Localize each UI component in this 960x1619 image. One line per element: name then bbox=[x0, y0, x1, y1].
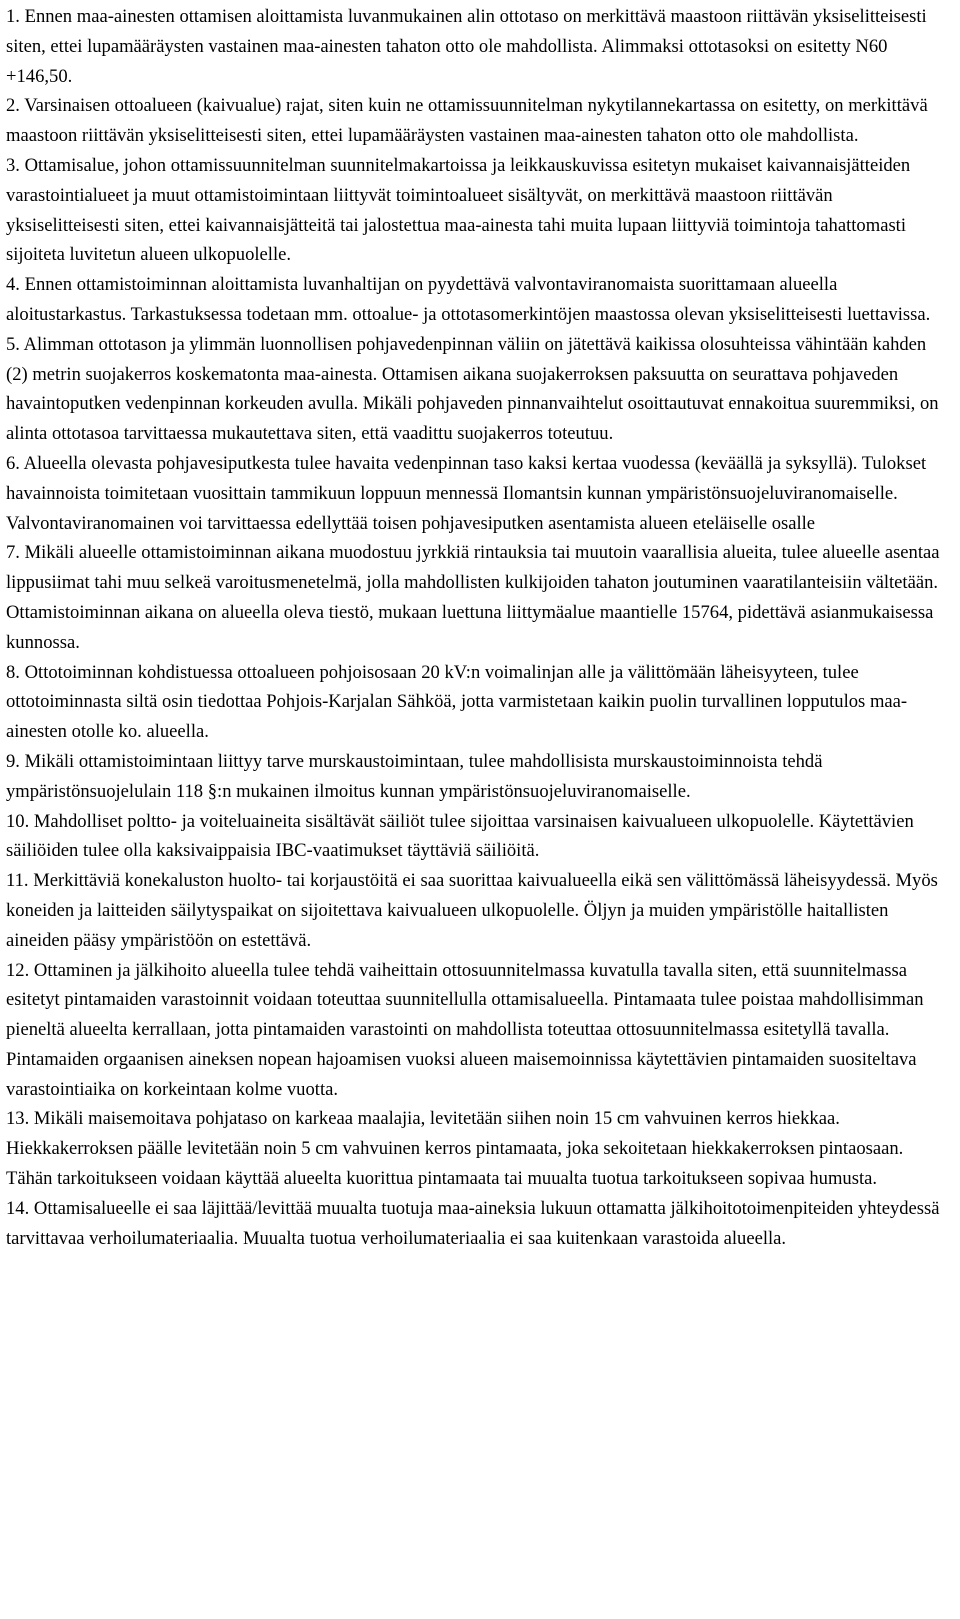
condition-item-13: 13. Mikäli maisemoitava pohjataso on karkeaa maalajia, levitetään siihen noin 15 cm vahvuinen kerros hiekkaa. Hiekkakerroksen päälle levitetään noin 5 cm vahvuinen kerros pintamaata, joka sekoitetaan hiekkakerroksen pintaosaan. Tähän tarkoitukseen voidaan käyttää alueelta kuorittua pintamaata tai muualta tuotua tarkoitukseen sopivaa humusta. bbox=[6, 1108, 904, 1190]
condition-item-6: 6. Alueella olevasta pohjavesiputkesta tulee havaita vedenpinnan taso kaksi kertaa vuodessa (keväällä ja syksyllä). Tulokset havainnoista toimitetaan vuosittain tammikuun loppuun mennessä Ilomantsin kunnan ympäristönsuojeluviranomaiselle. Valvontaviranomainen voi tarvittaessa edellyttää toisen pohjavesiputken asentamista alueen eteläiselle osalle bbox=[6, 452, 927, 534]
condition-item-7: 7. Mikäli alueelle ottamistoiminnan aikana muodostuu jyrkkiä rintauksia tai muutoin vaarallisia alueita, tulee alueelle asentaa lippusiimat tahi muu selkeä varoitusmenetelmä, jolla mahdollisten kulkijoiden tahaton joutuminen vaaratilanteisiin vältetään. Ottamistoiminnan aikana on alueella oleva tiestö, mukaan luettuna liittymäalue maantielle 15764, pidettävä asianmukaisessa kunnossa. bbox=[6, 542, 940, 653]
condition-item-9: 9. Mikäli ottamistoimintaan liittyy tarve murskaustoimintaan, tulee mahdollisista murskaustoiminnoista tehdä ympäristönsuojelulain 118 §:n mukainen ilmoitus kunnan ympäristönsuojeluviranomaiselle. bbox=[6, 750, 823, 802]
condition-item-1: 1. Ennen maa-ainesten ottamisen aloittamista luvanmukainen alin ottotaso on merkittävä maastoon riittävän yksiselitteisesti siten, ettei lupamääräysten vastainen maa-ainesten tahaton otto ole mahdollista. Alimmaksi ottotasoksi on esitetty N60 +146,50. bbox=[6, 6, 927, 87]
condition-item-12: 12. Ottaminen ja jälkihoito alueella tulee tehdä vaiheittain ottosuunnitelmassa kuvatulla tavalla siten, että suunnitelmassa esitetyt pintamaiden varastoinnit voidaan toteuttaa suunnitellulla ottamisalueella. Pintamaata tulee poistaa mahdollisimman pieneltä alueelta kerrallaan, jotta pintamaiden varastointi on mahdollista toteuttaa ottosuunnitelmassa esitetyllä tavalla. Pintamaiden orgaanisen aineksen nopean hajoamisen vuoksi alueen maisemoinnissa käytettävien pintamaiden suositeltava varastointiaika on korkeintaan kolme vuotta. bbox=[6, 959, 924, 1100]
condition-item-8: 8. Ottotoiminnan kohdistuessa ottoalueen pohjoisosaan 20 kV:n voimalinjan alle ja välittömään läheisyyteen, tulee ottotoiminnasta siltä osin tiedottaa Pohjois-Karjalan Sähköä, jotta varmistetaan kaikin puolin turvallinen lopputulos maa-ainesten otolle ko. alueella. bbox=[6, 661, 908, 743]
condition-item-11: 11. Merkittäviä konekaluston huolto- tai korjaustöitä ei saa suorittaa kaivualueella eikä sen välittömässä läheisyydessä. Myös koneiden ja laitteiden säilytyspaikat on sijoitettava kaivualueen ulkopuolelle. Öljyn ja muiden ympäristölle haitallisten aineiden pääsy ympäristöön on estettävä. bbox=[6, 870, 938, 951]
condition-item-2: 2. Varsinaisen ottoalueen (kaivualue) rajat, siten kuin ne ottamissuunnitelman nykytilannekartassa on esitetty, on merkittävä maastoon riittävän yksiselitteisesti siten, ettei lupamääräysten vastainen maa-ainesten tahaton otto ole mahdollista. bbox=[6, 95, 928, 147]
condition-item-4: 4. Ennen ottamistoiminnan aloittamista luvanhaltijan on pyydettävä valvontaviranomaista suorittamaan alueella aloitustarkastus. Tarkastuksessa todetaan mm. ottoalue- ja ottotasomerkintöjen maastossa olevan yksiselitteisesti luettavissa. bbox=[6, 274, 931, 325]
condition-item-3: 3. Ottamisalue, johon ottamissuunnitelman suunnitelmakartoissa ja leikkauskuvissa esitetyn mukaiset kaivannaisjätteiden varastointialueet ja muut ottamistoimintaan liittyvät toimintoalueet sisältyvät, on merkittävä maastoon riittävän yksiselitteisesti siten, ettei kaivannaisjätteitä tai jalostettua maa-ainesta tahi muita lupaan liittyviä toimintoja tahattomasti sijoiteta luvitetun alueen ulkopuolelle. bbox=[6, 154, 911, 266]
condition-item-5: 5. Alimman ottotason ja ylimmän luonnollisen pohjavedenpinnan väliin on jätettävä kaikissa olosuhteissa vähintään kahden (2) metrin suojakerros koskematonta maa-ainesta. Ottamisen aikana suojakerroksen paksuutta on seurattava pohjaveden havaintoputken vedenpinnan korkeuden avulla. Mikäli pohjaveden pinnanvaihtelut osoittautuvat ennakoitua suuremmiksi, on alinta ottotasoa tarvittaessa mukautettava siten, että vaadittu suojakerros toteutuu. bbox=[6, 333, 939, 445]
condition-item-14: 14. Ottamisalueelle ei saa läjittää/levittää muualta tuotuja maa-aineksia lukuun ottamatta jälkihoitotoimenpiteiden yhteydessä tarvittavaa verhoilumateriaalia. Muualta tuotua verhoilumateriaalia ei saa kuitenkaan varastoida alueella. bbox=[6, 1197, 940, 1249]
condition-item-10: 10. Mahdolliset poltto- ja voiteluaineita sisältävät säiliöt tulee sijoittaa varsinaisen kaivualueen ulkopuolelle. Käytettävien säiliöiden tulee olla kaksivaippaisia IBC-vaatimukset täyttäviä säiliöitä. bbox=[6, 810, 914, 862]
